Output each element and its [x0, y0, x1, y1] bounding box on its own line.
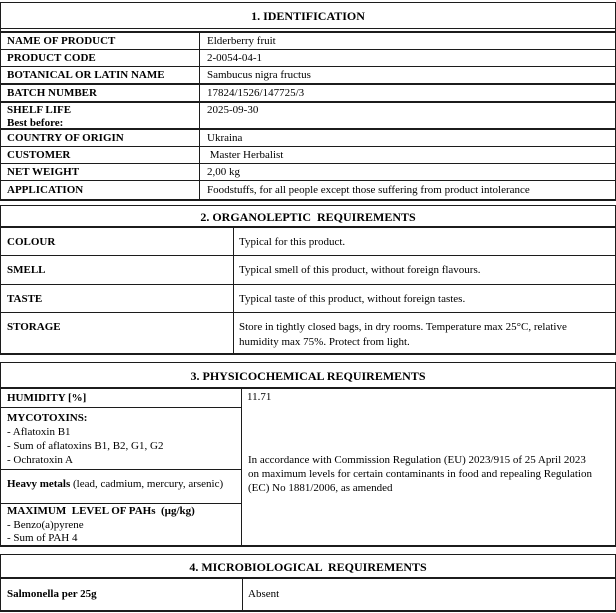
row-value: Ukraina	[207, 132, 243, 144]
row-label: PRODUCT CODE	[1, 50, 200, 66]
row-value: 2,00 kg	[207, 166, 240, 178]
section-organoleptic	[0, 205, 616, 355]
row-storage	[1, 313, 615, 353]
row-value: Elderberry fruit	[207, 35, 276, 47]
heavy-metals-label: Heavy metals	[7, 478, 71, 490]
mycotoxin-item: - Sum of aflatoxins B1, B2, G1, G2	[7, 440, 164, 452]
heavy-metals-detail: (lead, cadmium, mercury, arsenic)	[70, 478, 224, 490]
pahs-item: - Sum of PAH 4	[7, 532, 78, 544]
row-value: 2-0054-04-1	[207, 52, 262, 64]
row-label: Salmonella per 25g	[1, 579, 243, 610]
row-taste	[1, 285, 615, 313]
row-application	[1, 181, 615, 199]
best-before-label: Best before:	[7, 116, 64, 129]
row-label: NET WEIGHT	[1, 164, 200, 180]
row-value: Foodstuffs, for all people except those suffering from product intolerance	[207, 184, 530, 196]
section-2-title: 2. ORGANOLEPTIC REQUIREMENTS	[1, 206, 615, 228]
row-value: Absent	[248, 588, 280, 600]
humidity-value: 11.71	[247, 391, 272, 403]
cell-max-pahs	[1, 504, 241, 545]
value-column	[242, 389, 615, 545]
row-label: COLOUR	[1, 228, 234, 255]
row-value: Typical smell of this product, without foreign flavours.	[239, 264, 481, 276]
mycotoxins-label: MYCOTOXINS:	[7, 412, 88, 424]
row-label: STORAGE	[1, 313, 234, 353]
physicochemical-table	[1, 389, 615, 545]
row-value: Master Herbalist	[207, 149, 284, 161]
section-identification	[0, 2, 616, 201]
pahs-label: MAXIMUM LEVEL OF PAHs (µg/kg)	[7, 505, 195, 517]
cell-regulation-note	[242, 408, 615, 545]
mycotoxin-item: - Ochratoxin A	[7, 454, 73, 466]
row-batch-number	[1, 85, 615, 103]
section-microbiological	[0, 554, 616, 612]
pahs-item: - Benzo(a)pyrene	[7, 518, 84, 531]
row-salmonella	[1, 579, 615, 610]
row-label: COUNTRY OF ORIGIN	[1, 130, 200, 146]
row-label: SMELL	[1, 256, 234, 284]
parameter-column	[1, 389, 242, 545]
row-label: APPLICATION	[1, 181, 200, 199]
mycotoxin-item: - Aflatoxin B1	[7, 426, 71, 438]
row-label: BATCH NUMBER	[1, 85, 200, 101]
row-value: 17824/1526/147725/3	[207, 87, 305, 99]
row-net-weight	[1, 164, 615, 181]
row-botanical-name	[1, 67, 615, 85]
row-value: Typical taste of this product, without foreign tastes.	[239, 293, 466, 305]
cell-heavy-metals	[1, 470, 241, 504]
cell-mycotoxins	[1, 408, 241, 470]
row-shelf-life	[1, 103, 615, 130]
row-product-code	[1, 50, 615, 67]
row-label: NAME OF PRODUCT	[1, 33, 200, 49]
row-colour	[1, 228, 615, 256]
section-4-title: 4. MICROBIOLOGICAL REQUIREMENTS	[1, 555, 615, 579]
row-value: 2025-09-30	[207, 104, 259, 116]
row-customer	[1, 147, 615, 164]
section-1-title: 1. IDENTIFICATION	[1, 3, 615, 29]
shelf-life-label: SHELF LIFE	[7, 104, 72, 116]
row-value: Store in tightly closed bags, in dry rooms. Temperature max 25°C, relative humidity max 75%. Protect from light.	[239, 321, 570, 348]
microbiological-table	[1, 579, 615, 610]
regulation-note-text: In accordance with Commission Regulation (EU) 2023/915 of 25 April 2023 on maximum levels for certain contaminants in food and repealing Regulation (EC) No 1881/2006, as amended	[248, 453, 595, 494]
row-value: Sambucus nigra fructus	[207, 69, 311, 81]
row-label: CUSTOMER	[1, 147, 200, 163]
section-3-title: 3. PHYSICOCHEMICAL REQUIREMENTS	[1, 363, 615, 389]
row-label: TASTE	[1, 285, 234, 312]
organoleptic-table	[1, 228, 615, 353]
row-value: Typical for this product.	[239, 236, 346, 248]
identification-table	[1, 31, 615, 199]
row-smell	[1, 256, 615, 285]
section-physicochemical	[0, 362, 616, 547]
row-label	[1, 103, 200, 128]
row-label: BOTANICAL OR LATIN NAME	[1, 67, 200, 83]
row-country-of-origin	[1, 130, 615, 147]
row-name-of-product	[1, 33, 615, 50]
humidity-label: HUMIDITY [%]	[1, 389, 241, 408]
